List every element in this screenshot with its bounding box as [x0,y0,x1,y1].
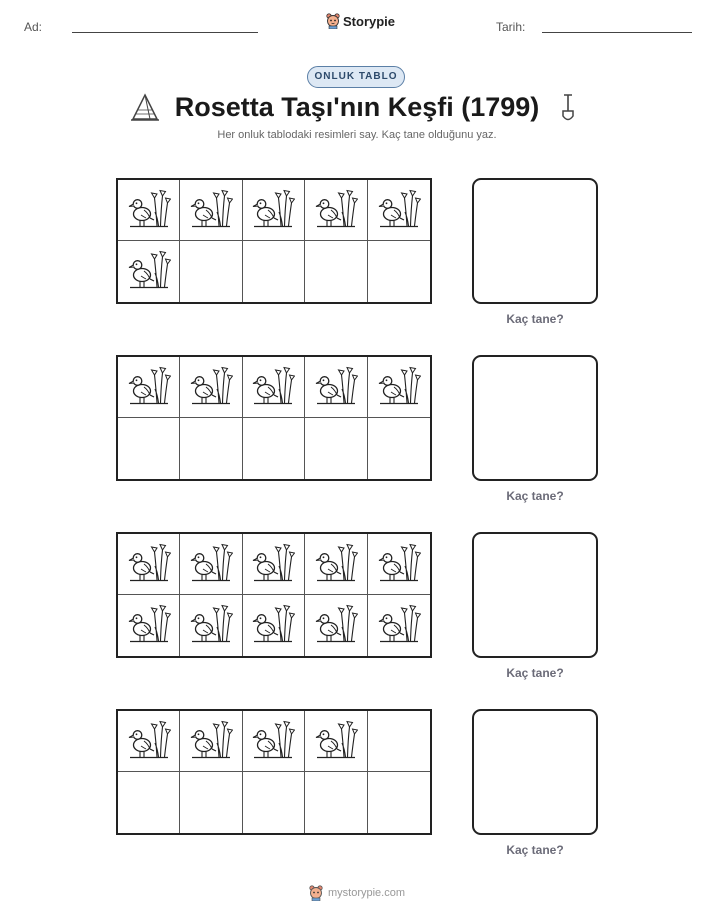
date-line[interactable] [542,32,692,33]
ten-frame-cell [180,534,242,595]
ten-frame-cell [118,418,180,479]
answer-label-3: Kaç tane? [506,666,564,680]
bird-reeds-hieroglyph-icon [377,364,421,411]
bird-reeds-hieroglyph-icon [127,602,171,649]
ten-frame-cell [118,241,180,302]
ten-frame-cell [305,241,367,302]
bird-reeds-hieroglyph-icon [189,602,233,649]
ten-frame-cell [368,357,430,418]
bird-reeds-hieroglyph-icon [377,187,421,234]
bird-reeds-hieroglyph-icon [251,541,295,588]
bird-reeds-hieroglyph-icon [189,364,233,411]
answer-label-1: Kaç tane? [506,312,564,326]
ten-frame-cell [243,418,305,479]
answer-label-2: Kaç tane? [506,489,564,503]
ten-frame-cell [180,180,242,241]
ten-frame-cell [368,711,430,772]
ten-frame-cell [180,357,242,418]
ten-frame-cell [118,595,180,656]
bird-reeds-hieroglyph-icon [314,364,358,411]
ten-frame-cell [368,595,430,656]
ten-frame-1 [116,178,432,304]
ten-frame-cell [180,241,242,302]
ten-frame-cell [368,534,430,595]
ten-frame-cell [368,772,430,833]
bird-reeds-hieroglyph-icon [377,602,421,649]
bird-reeds-hieroglyph-icon [189,187,233,234]
ten-frame-cell [180,595,242,656]
answer-box-3[interactable] [472,532,598,658]
ten-frame-cell [243,241,305,302]
answer-box-2[interactable] [472,355,598,481]
ten-frame-cell [118,534,180,595]
brand-name: Storypie [343,13,396,29]
answer-box-1[interactable] [472,178,598,304]
bird-reeds-hieroglyph-icon [127,364,171,411]
ten-frame-4 [116,709,432,835]
ten-frame-cell [180,711,242,772]
ten-frame-cell [368,180,430,241]
page-title: Rosetta Taşı'nın Keşfi (1799) [174,92,540,122]
instructions: Her onluk tablodaki resimleri say. Kaç tane olduğunu yaz. [217,129,497,141]
ten-frame-cell [305,357,367,418]
worksheet-type-badge: ONLUK TABLO [307,66,405,88]
bird-reeds-hieroglyph-icon [314,602,358,649]
ten-frame-cell [243,595,305,656]
ten-frame-cell [243,772,305,833]
ten-frame-cell [305,772,367,833]
ten-frame-cell [305,534,367,595]
bird-reeds-hieroglyph-icon [314,718,358,765]
ten-frame-cell [118,711,180,772]
bird-reeds-hieroglyph-icon [127,187,171,234]
ten-frame-cell [243,534,305,595]
bird-reeds-hieroglyph-icon [314,541,358,588]
bird-reeds-hieroglyph-icon [251,718,295,765]
ten-frame-cell [118,772,180,833]
ten-frame-2 [116,355,432,481]
ten-frame-cell [305,595,367,656]
ten-frame-cell [118,180,180,241]
shovel-icon [558,92,578,124]
footer-url: mystorypie.com [327,887,406,899]
ten-frame-cell [368,418,430,479]
storypie-mascot-icon [326,13,340,29]
storypie-logo [326,13,395,29]
storypie-mascot-icon [309,885,323,901]
bird-reeds-hieroglyph-icon [251,187,295,234]
bird-reeds-hieroglyph-icon [127,248,171,295]
ten-frame-cell [368,241,430,302]
ten-frame-cell [180,772,242,833]
date-label: Tarih: [496,20,526,34]
bird-reeds-hieroglyph-icon [314,187,358,234]
ten-frame-cell [118,357,180,418]
answer-box-4[interactable] [472,709,598,835]
bird-reeds-hieroglyph-icon [251,602,295,649]
ten-frame-cell [243,711,305,772]
bird-reeds-hieroglyph-icon [127,718,171,765]
answer-label-4: Kaç tane? [506,843,564,857]
bird-reeds-hieroglyph-icon [251,364,295,411]
ten-frame-cell [243,180,305,241]
ten-frame-cell [180,418,242,479]
bird-reeds-hieroglyph-icon [189,541,233,588]
ten-frame-cell [305,180,367,241]
bird-reeds-hieroglyph-icon [377,541,421,588]
name-line[interactable] [72,32,258,33]
footer [0,885,714,901]
bird-reeds-hieroglyph-icon [189,718,233,765]
ten-frame-cell [243,357,305,418]
ten-frame-3 [116,532,432,658]
name-label: Ad: [24,20,43,34]
ten-frame-cell [305,711,367,772]
ten-frame-cell [305,418,367,479]
bird-reeds-hieroglyph-icon [127,541,171,588]
